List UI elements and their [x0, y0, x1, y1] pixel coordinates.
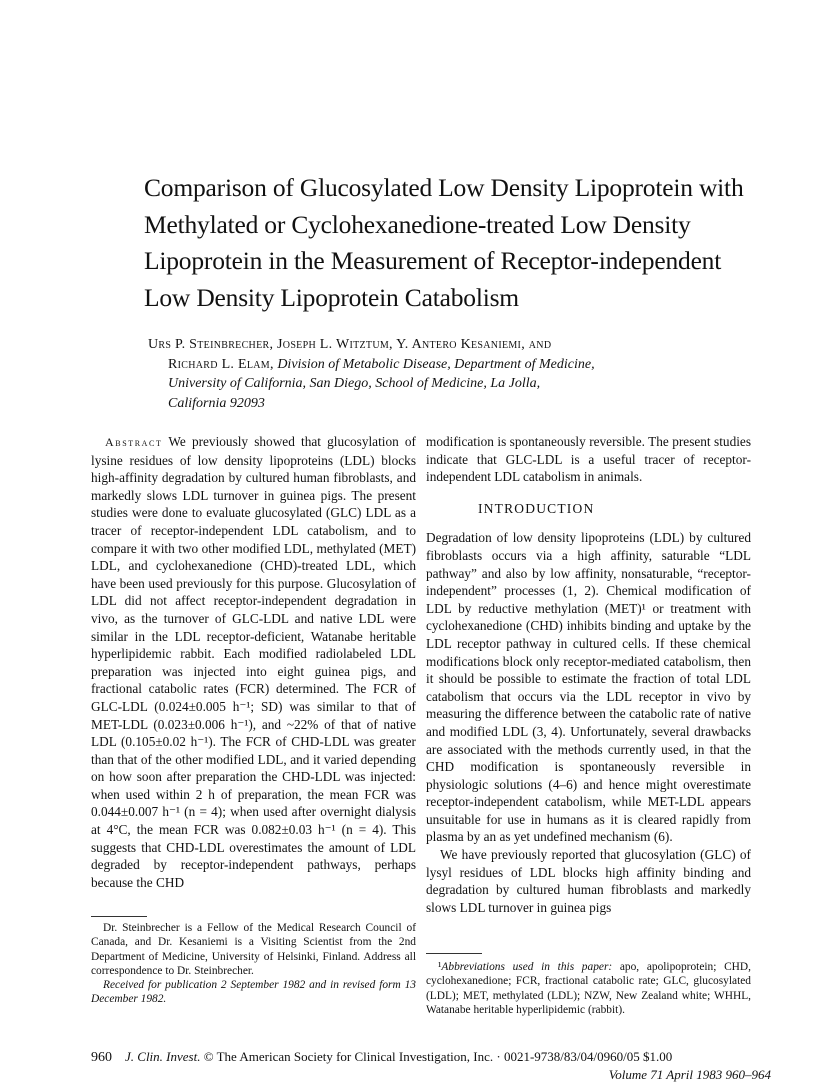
abstract-continuation: modification is spontaneously reversible. The present studies indicate that GLC-LDL is a useful tracer of receptor-independent LDL catabolism in animals.	[426, 434, 751, 485]
footer-line-2	[91, 1066, 771, 1083]
page-number: 960	[91, 1050, 112, 1065]
abbreviations-label: Abbreviations used in this paper:	[441, 961, 613, 973]
volume-info: Volume 71 April 1983 960–964	[608, 1067, 771, 1082]
footer-line-1	[91, 1048, 771, 1066]
affiliation-university: University of California, San Diego, School of Medicine, La Jolla,	[168, 376, 541, 391]
abstract-paragraph	[91, 433, 416, 891]
abbreviations-list: apo, apolipoprotein; CHD, cyclohexanedione; FCR, fractional catabolic rate; GLC, glucosylated (LDL); MET, methylated (LDL); NZW, New Zealand white; WHHL, Watanabe heritable hyperlipidemic (rabbit).	[426, 961, 751, 1016]
introduction-paragraph-2: We have previously reported that glucosylation (GLC) of lysyl residues of LDL blocks high affinity binding and degradation by cultured human fibroblasts and markedly slows LDL turnover in guinea pigs	[426, 847, 751, 915]
abbreviations-footnote	[426, 960, 751, 1017]
author-note-text: Dr. Steinbrecher is a Fellow of the Medical Research Council of Canada, and Dr. Kesaniemi is a Visiting Scientist from the 2nd Department of Medicine, University of Helsinki, Finland. Address all correspondence to Dr. Steinbrecher.	[91, 922, 416, 977]
affiliation-department: Division of Metabolic Disease, Department of Medicine,	[273, 356, 595, 372]
author-block	[148, 335, 708, 413]
author-list: Urs P. Steinbrecher, Joseph L. Witztum, Y. Antero Kesaniemi, and	[148, 337, 552, 352]
author-name-last: Richard L. Elam,	[168, 356, 274, 372]
journal-name: J. Clin. Invest.	[125, 1049, 201, 1064]
author-affiliation-line	[148, 355, 708, 375]
abstract-text: We previously showed that glucosylation of lysine residues of low density lipoproteins (LDL) blocks high-affinity degradation by cultured human fibroblasts, and markedly slows LDL turnover in guinea pigs. The present studies were done to evaluate glucosylated (GLC) LDL as a tracer of receptor-independent LDL catabolism, and to compare it with two other modified LDL, methylated (MET) LDL, and cyclohexanedione (CHD)-treated LDL, which have been used previously for this purpose. Glucosylation of LDL did not affect receptor-independent degradation in vivo, as the turnover of GLC-LDL and native LDL were similar in the LDL receptor-deficient, Watanabe heritable hyperlipidemic rabbit. Each modified radiolabeled LDL preparation was injected into eight guinea pigs, and fractional catabolic rates (FCR) determined. The FCR of GLC-LDL (0.024±0.005 h⁻¹; SD) was similar to that of MET-LDL (0.023±0.006 h⁻¹), and ~22% of that of native LDL (0.105±0.02 h⁻¹). The FCR of CHD-LDL was greater than that of the other modified LDL, and it varied depending on how soon after preparation the CHD-LDL was injected: when used within 2 h of preparation, the mean FCR was 0.044±0.007 h⁻¹ (n = 4); when used after overnight dialysis at 4°C, the mean FCR was 0.082±0.03 h⁻¹ (n = 4). This suggests that CHD-LDL overestimates the amount of LDL degraded by receptor-independent pathways, perhaps because the CHD	[91, 434, 416, 890]
abstract-heading: Abstract	[105, 435, 163, 449]
footnote-divider-right	[426, 953, 482, 954]
article-title: Comparison of Glucosylated Low Density Lipoprotein with Methylated or Cyclohexanedione-treated Low Density Lipoprotein in the Measurement of Receptor-independent Low Density Lipoprotein Catabolism	[144, 173, 744, 312]
footnote-divider-left	[91, 916, 147, 917]
affiliation-location: California 92093	[168, 395, 265, 411]
received-date: Received for publication 2 September 1982 and in revised form 13 December 1982.	[91, 979, 416, 1006]
right-column	[426, 433, 751, 916]
author-note	[91, 921, 416, 1007]
page-footer	[91, 1048, 771, 1083]
footnote-mark: ¹	[438, 961, 442, 973]
copyright-line: © The American Society for Clinical Investigation, Inc. · 0021-9738/83/04/0960/05 $1.00	[200, 1049, 673, 1064]
introduction-heading: INTRODUCTION	[478, 500, 595, 516]
left-column	[91, 433, 416, 891]
abbreviations-text	[426, 960, 751, 1017]
introduction-paragraph-1: Degradation of low density lipoproteins (LDL) by cultured fibroblasts occurs via a high affinity, saturable “LDL pathway” and also by low affinity, nonsaturable, “receptor-independent” processes (1, 2). Chemical modification of LDL by reductive methylation (MET)¹ or treatment with cyclohexanedione (CHD) inhibits binding and uptake by the LDL receptor pathway in cultured cells. If these chemical modifications block only receptor-mediated catabolism, then it should be possible to estimate the fraction of total LDL catabolism that occurs via the LDL receptor in vivo by measuring the difference between the catabolic rate of native and modified LDL (3, 4). Unfortunately, several drawbacks are associated with the methods currently used, in that the CHD modification is spontaneously reversible in physiologic solutions (4–6) and hence might overestimate receptor-independent catabolism, while MET-LDL appears unsuitable for use in humans as it is cleared rapidly from plasma by an as yet undefined mechanism (6).	[426, 530, 751, 845]
